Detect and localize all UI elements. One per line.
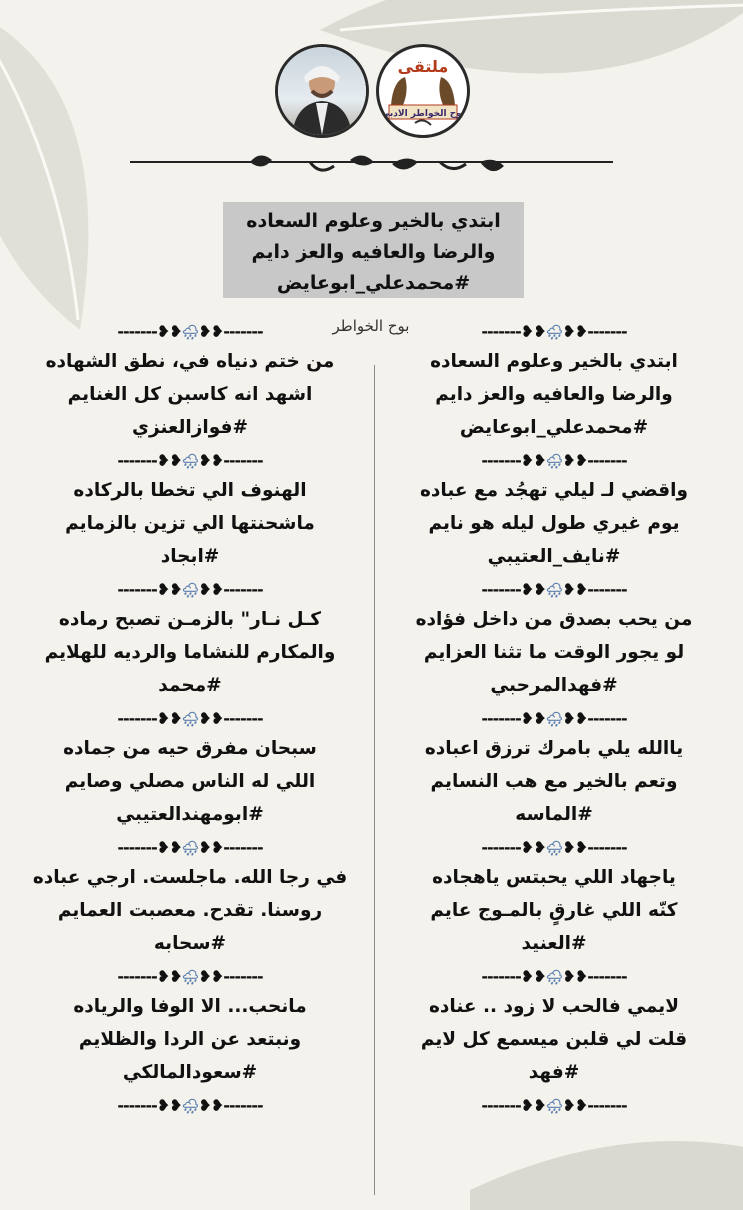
rain-cloud-icon: 🌧: [545, 1099, 563, 1115]
separator-part: -------: [223, 709, 263, 728]
verse-block: [386, 474, 722, 573]
headline-line: والرضا والعافيه والعز دايم: [251, 241, 496, 263]
separator-part: ❥❥: [520, 580, 546, 599]
separator-part: -------: [223, 580, 263, 599]
separator-part: ❥❥: [198, 709, 224, 728]
verse-line: روسنا. تقدح. معصبت العمايم: [57, 900, 323, 921]
verse-line: لايمي فالحب لا زود .. عناده: [429, 996, 679, 1017]
rain-cloud-icon: 🌧: [545, 712, 563, 728]
separator-part: ❥❥: [520, 838, 546, 857]
verse-separator: [386, 834, 722, 861]
verse-line: كـل نـار" بالزمـن تصبح رماده: [58, 609, 322, 630]
headline-verse: [223, 202, 524, 298]
rain-cloud-icon: 🌧: [181, 1099, 199, 1115]
column-divider: [374, 365, 375, 1195]
club-logo-subtitle: بوح الخواطر الادبي: [380, 109, 466, 119]
separator-part: -------: [223, 322, 263, 341]
separator-part: ❥❥: [520, 967, 546, 986]
separator-part: -------: [117, 967, 157, 986]
separator-part: -------: [117, 838, 157, 857]
verse-line: واقضي لـ ليلي تهجُد مع عباده: [420, 480, 688, 501]
separator-part: -------: [223, 967, 263, 986]
rain-cloud-icon: 🌧: [545, 841, 563, 857]
separator-part: -------: [117, 709, 157, 728]
verse-separator: [10, 318, 370, 345]
verse-line: ونبتعد عن الردا والظلايم: [78, 1029, 302, 1050]
separator-part: ❥❥: [562, 580, 588, 599]
verse-line: في رجا الله. ماجلست. ارجي عباده: [32, 867, 348, 888]
rain-cloud-icon: 🌧: [181, 712, 199, 728]
leaf-decoration-bottom: [470, 1130, 743, 1210]
separator-part: ❥❥: [156, 580, 182, 599]
verse-line: والرضا والعافيه والعز دايم: [435, 384, 673, 405]
separator-part: -------: [481, 1096, 521, 1115]
verse-separator: [10, 1092, 370, 1119]
separator-part: ❥❥: [198, 580, 224, 599]
poet-hashtag: #محمدعلي_ابوعايض: [459, 417, 649, 438]
verse-line: كنّه اللي غارقٍ بالمـوج عايم: [430, 900, 678, 921]
rain-cloud-icon: 🌧: [181, 841, 199, 857]
separator-part: -------: [223, 1096, 263, 1115]
separator-part: ❥❥: [156, 709, 182, 728]
verse-separator: [10, 963, 370, 990]
separator-part: ❥❥: [198, 967, 224, 986]
separator-part: -------: [117, 451, 157, 470]
separator-part: -------: [587, 580, 627, 599]
separator-part: ❥❥: [156, 967, 182, 986]
verse-block: [386, 732, 722, 831]
verse-line: والمكارم للنشاما والرديه للهلايم: [44, 642, 336, 663]
poet-hashtag: #فهدالمرحبي: [490, 675, 618, 696]
headline-author: #محمدعلي_ابوعايض: [276, 272, 471, 294]
verse-block: [386, 861, 722, 960]
verse-block: [10, 990, 370, 1089]
separator-part: -------: [481, 451, 521, 470]
rain-cloud-icon: 🌧: [181, 583, 199, 599]
verse-separator: [386, 447, 722, 474]
rain-cloud-icon: 🌧: [545, 454, 563, 470]
source-label: بوح الخواطر: [332, 317, 410, 335]
separator-part: -------: [587, 451, 627, 470]
rain-cloud-icon: 🌧: [545, 583, 563, 599]
verse-separator: [10, 576, 370, 603]
verse-line: سبحان مفرق حيه من جماده: [63, 738, 317, 759]
separator-part: -------: [223, 451, 263, 470]
person-icon: [278, 47, 366, 135]
separator-part: ❥❥: [562, 709, 588, 728]
verse-line: وتعم بالخير مع هب النسايم: [430, 771, 678, 792]
club-logo-text: ملتقى: [397, 57, 449, 76]
separator-part: ❥❥: [520, 322, 546, 341]
verse-separator: [386, 963, 722, 990]
verse-separator: [386, 318, 722, 345]
separator-part: ❥❥: [198, 322, 224, 341]
verse-block: [10, 861, 370, 960]
separator-part: ❥❥: [562, 838, 588, 857]
verse-line: اللي له الناس مصلي وصايم: [64, 771, 316, 792]
verse-line: اشهد انه كاسبن كل الغنايم: [67, 384, 313, 405]
separator-part: ❥❥: [562, 322, 588, 341]
ornament-divider: [130, 150, 613, 182]
separator-part: ❥❥: [562, 1096, 588, 1115]
verse-block: [10, 345, 370, 444]
separator-part: ❥❥: [198, 451, 224, 470]
verse-line: مانحب... الا الوفا والرياده: [73, 996, 307, 1017]
poet-hashtag: #فوازالعنزي: [132, 417, 248, 438]
verse-block: [386, 990, 722, 1089]
verse-block: [10, 474, 370, 573]
verse-line: يوم غيري طول ليله هو نايم: [428, 513, 680, 534]
verse-block: [386, 345, 722, 444]
verse-separator: [10, 447, 370, 474]
separator-part: ❥❥: [562, 451, 588, 470]
verse-line: من ختم دنياه في، نطق الشهاده: [45, 351, 335, 372]
rain-cloud-icon: 🌧: [181, 325, 199, 341]
verse-line: من يحب بصدق من داخل فؤاده: [415, 609, 693, 630]
separator-part: ❥❥: [520, 1096, 546, 1115]
verse-line: ابتدي بالخير وعلوم السعاده: [430, 351, 678, 372]
separator-part: -------: [481, 967, 521, 986]
club-logo: [376, 44, 470, 138]
horse-emblem-icon: [379, 47, 467, 135]
separator-part: ❥❥: [156, 1096, 182, 1115]
separator-part: ❥❥: [156, 322, 182, 341]
poet-hashtag: #ابومهندالعتيبي: [116, 804, 264, 825]
poet-hashtag: #نايف_العتيبي: [487, 546, 621, 567]
verse-block: [10, 603, 370, 702]
separator-part: -------: [117, 580, 157, 599]
separator-part: -------: [117, 1096, 157, 1115]
separator-part: -------: [587, 322, 627, 341]
separator-part: -------: [481, 322, 521, 341]
poet-hashtag: #الماسه: [515, 804, 593, 825]
verse-block: [386, 603, 722, 702]
verse-separator: [10, 834, 370, 861]
verse-line: ماشحنتها الي تزين بالزمايم: [65, 513, 315, 534]
leaf-decoration-left: [0, 0, 130, 360]
separator-part: ❥❥: [198, 1096, 224, 1115]
left-column: [10, 318, 370, 1119]
rain-cloud-icon: 🌧: [545, 970, 563, 986]
poet-hashtag: #سعودالمالكي: [122, 1062, 258, 1083]
author-avatar: [275, 44, 369, 138]
verse-separator: [386, 576, 722, 603]
verse-line: ياالله يلي بامرك ترزق اعباده: [424, 738, 684, 759]
rain-cloud-icon: 🌧: [545, 325, 563, 341]
verse-separator: [386, 705, 722, 732]
separator-part: ❥❥: [156, 451, 182, 470]
separator-part: ❥❥: [156, 838, 182, 857]
separator-part: ❥❥: [562, 967, 588, 986]
verse-line: ياجهاد اللي يحبتس ياهجاده: [432, 867, 676, 888]
poet-hashtag: #فهد: [528, 1062, 580, 1083]
verse-separator: [386, 1092, 722, 1119]
separator-part: -------: [223, 838, 263, 857]
poet-hashtag: #سحابه: [153, 933, 227, 954]
poet-hashtag: #ابجاد: [160, 546, 220, 567]
separator-part: -------: [481, 709, 521, 728]
verse-line: الهنوف الي تخطا بالركاده: [73, 480, 307, 501]
separator-part: -------: [481, 838, 521, 857]
rain-cloud-icon: 🌧: [181, 970, 199, 986]
separator-part: -------: [587, 1096, 627, 1115]
verse-block: [10, 732, 370, 831]
verse-separator: [10, 705, 370, 732]
verse-line: لو يجور الوقت ما تثنا العزايم: [423, 642, 685, 663]
separator-part: ❥❥: [198, 838, 224, 857]
separator-part: -------: [481, 580, 521, 599]
separator-part: -------: [117, 322, 157, 341]
headline-line: ابتدي بالخير وعلوم السعاده: [246, 210, 501, 232]
separator-part: -------: [587, 967, 627, 986]
separator-part: ❥❥: [520, 451, 546, 470]
rain-cloud-icon: 🌧: [181, 454, 199, 470]
separator-part: -------: [587, 838, 627, 857]
verse-line: قلت لي قلبن ميسمع كل لايم: [420, 1029, 688, 1050]
poet-hashtag: #محمد: [158, 675, 222, 696]
separator-part: -------: [587, 709, 627, 728]
right-column: [386, 318, 722, 1119]
separator-part: ❥❥: [520, 709, 546, 728]
poet-hashtag: #العنيد: [521, 933, 587, 954]
